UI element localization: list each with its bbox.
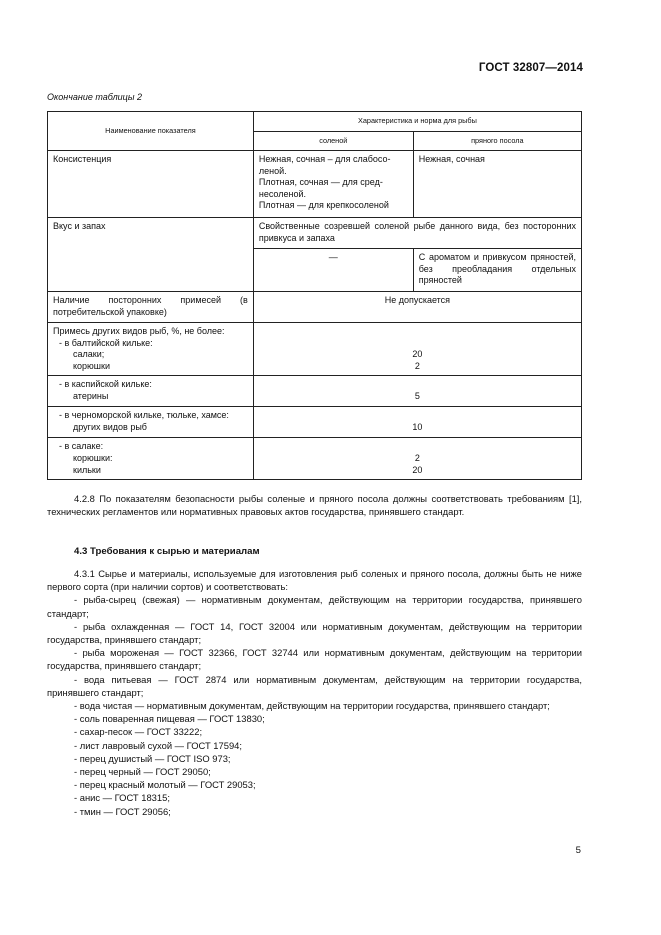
salaka-value: 2 [414, 452, 420, 463]
caspian-item: атерины [73, 390, 109, 401]
list-item: - перец черный — ГОСТ 29050; [74, 766, 211, 778]
standard-header: ГОСТ 32807—2014 [478, 62, 583, 74]
header-indicator-name: Наименование показателя [48, 112, 254, 151]
materials-list [47, 593, 582, 817]
blacksea-values [253, 407, 581, 438]
list-item: - перец красный молотый — ГОСТ 29053; [74, 779, 256, 791]
consistency-salted [253, 151, 413, 218]
table-header-row [48, 112, 582, 132]
baltic-item: салаки; [73, 349, 105, 360]
paragraph-text: 4.3.1 Сырье и материалы, используемые для изготовления рыб соленых и пряного посола, должны быть не ниже первого сорта (при наличии сортов) и соответствовать: [47, 568, 582, 593]
salaka-values [253, 438, 581, 480]
baltic-values [253, 323, 581, 376]
paragraph-text: 4.2.8 По показателям безопасности рыбы соленые и пряного посола должны соответствовать требованиям [1], технических регламентов или нормативных правовых актов государства, принявшего стандарт. [47, 493, 582, 518]
list-item: - перец душистый — ГОСТ ISO 973; [74, 752, 231, 764]
table-caption: Окончание таблицы 2 [47, 92, 142, 102]
taste-salted: — [253, 249, 413, 292]
impurities-name: Наличие посторонних примесей (в потребительской упаковке) [48, 292, 254, 323]
taste-common: Свойственные созревшей соленой рыбе данного вида, без посторонних привкуса и запаха [253, 218, 581, 249]
header-characteristic: Характеристика и норма для рыбы [253, 112, 581, 132]
salaka-label: - в салаке: [59, 441, 104, 452]
caspian-label: - в каспийской кильке: [59, 379, 152, 390]
salaka-value: 20 [412, 464, 423, 475]
baltic-value: 20 [412, 349, 423, 360]
caspian-values [253, 376, 581, 407]
consistency-name: Консистенция [48, 151, 254, 218]
list-item: - вода питьевая — ГОСТ 2874 или нормативным документам, действующим на территории государства, принявшего стандарт; [47, 673, 582, 698]
list-item: - анис — ГОСТ 18315; [74, 792, 170, 804]
salaka-item: корюшки: [73, 452, 113, 463]
taste-spiced: С ароматом и привкусом пряностей, без преобладания отдельных пряностей [413, 249, 581, 292]
consistency-salted-line: Плотная — для крепкосоленой [258, 200, 389, 211]
blacksea-label: - в черноморской кильке, тюльке, хамсе: [59, 410, 229, 421]
list-item: - рыба-сырец (свежая) — нормативным документам, действующим на территории государства, принявшего стандарт; [47, 594, 582, 619]
table-row-impurities [48, 292, 582, 323]
salaka-item: кильки [73, 464, 101, 475]
table-row-taste [48, 218, 582, 249]
table-row-consistency [48, 151, 582, 218]
paragraph-4-2-8 [47, 492, 582, 518]
blacksea-value: 10 [412, 421, 423, 432]
salaka-names [48, 438, 254, 480]
blacksea-names [48, 407, 254, 438]
table-row-caspian [48, 376, 582, 407]
caspian-value: 5 [414, 390, 420, 401]
page-number: 5 [575, 845, 581, 856]
table-row-salaka [48, 438, 582, 480]
admix-intro: Примесь других видов рыб, %, не более: [53, 326, 225, 336]
baltic-label: - в балтийской кильке: [59, 337, 153, 348]
list-item: - сахар-песок — ГОСТ 33222; [74, 726, 203, 738]
header-spiced: пряного посола [413, 131, 581, 151]
consistency-salted-line: леной. [258, 165, 287, 176]
consistency-salted-line: Нежная, сочная – для слабосо- [258, 154, 391, 164]
consistency-salted-line: Плотная, сочная — для сред- [258, 177, 383, 188]
list-item: - вода чистая — нормативным документам, действующим на территории государства, принявшего стандарт; [74, 700, 550, 712]
blacksea-item: других видов рыб [73, 421, 147, 432]
requirements-table [47, 111, 582, 480]
list-item: - тмин — ГОСТ 29056; [74, 805, 171, 817]
list-item: - лист лавровый сухой — ГОСТ 17594; [74, 739, 242, 751]
list-item: - соль поваренная пищевая — ГОСТ 13830; [74, 713, 265, 725]
list-item: - рыба охлажденная — ГОСТ 14, ГОСТ 32004 или нормативным документам, действующим на территории государства, принявшего стандарт; [47, 620, 582, 646]
consistency-spiced: Нежная, сочная [413, 151, 581, 218]
section-title: 4.3 Требования к сырью и материалам [74, 546, 260, 557]
baltic-item: корюшки [73, 360, 110, 371]
paragraph-4-3-1 [47, 567, 582, 818]
consistency-salted-line: несоленой. [258, 188, 306, 199]
impurities-value: Не допускается [253, 292, 581, 323]
table-row-baltic [48, 323, 582, 376]
table-row-blacksea [48, 407, 582, 438]
list-item: - рыба мороженая — ГОСТ 32366, ГОСТ 32744 или нормативным документам, действующим на территории государства, принявшего стандарт; [47, 647, 582, 672]
caspian-names [48, 376, 254, 407]
baltic-names [48, 323, 254, 376]
header-salted: соленой [253, 131, 413, 151]
baltic-value: 2 [414, 360, 420, 371]
taste-name: Вкус и запах [48, 218, 254, 292]
